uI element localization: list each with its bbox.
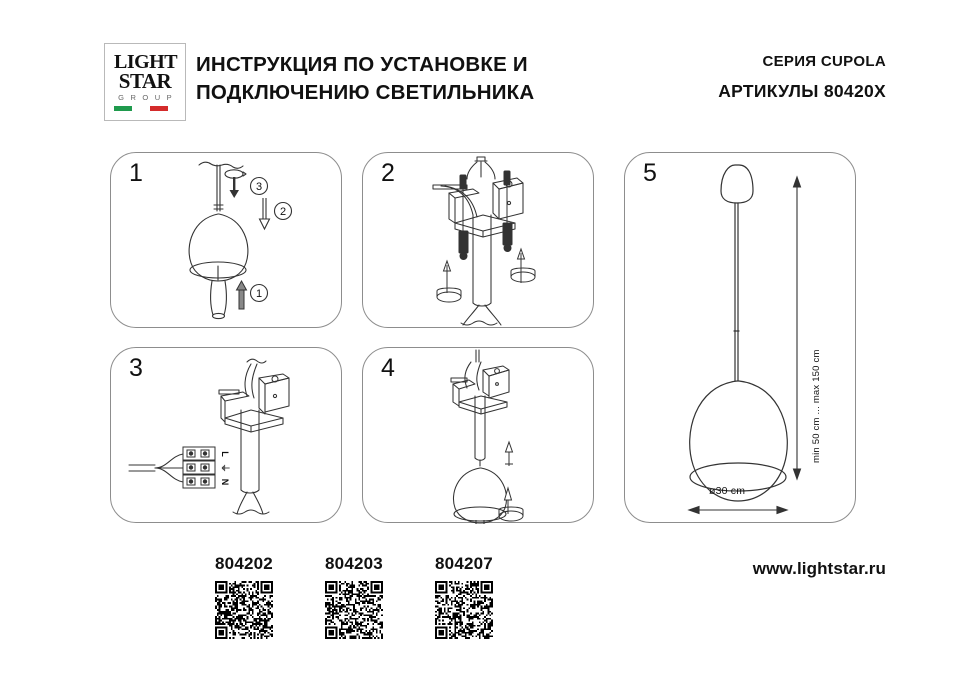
step-panel-5 bbox=[624, 152, 856, 523]
step-panel-1 bbox=[110, 152, 342, 328]
step-4-diagram bbox=[363, 348, 595, 524]
article-code-item bbox=[412, 555, 516, 639]
step-panel-2 bbox=[362, 152, 594, 328]
article-code-label: 804207 bbox=[435, 554, 493, 573]
series-label: СЕРИЯ CUPOLA bbox=[762, 53, 886, 70]
step-5-diagram bbox=[625, 153, 857, 524]
logo-line-2: STAR bbox=[118, 69, 172, 94]
qr-code-icon bbox=[435, 581, 493, 639]
step-number-1: 1 bbox=[129, 159, 143, 187]
horizontal-dimension-label: ø30 cm bbox=[709, 485, 746, 497]
header bbox=[0, 0, 960, 140]
article-code-item bbox=[192, 555, 296, 639]
callout-1-label: 1 bbox=[255, 288, 263, 300]
series-info bbox=[718, 53, 886, 102]
terminal-label-ground: ⏚ bbox=[220, 463, 230, 473]
callout-2-label: 2 bbox=[279, 206, 287, 218]
terminal-label-l: L bbox=[220, 451, 230, 457]
step-1-diagram bbox=[111, 153, 343, 329]
step-panel-3 bbox=[110, 347, 342, 523]
qr-code-icon bbox=[325, 581, 383, 639]
italian-flag-icon bbox=[114, 106, 168, 111]
logo-line-1: LIGHT bbox=[114, 51, 178, 74]
step-panel-4 bbox=[362, 347, 594, 523]
title-line-1: ИНСТРУКЦИЯ ПО УСТАНОВКЕ И bbox=[196, 53, 528, 76]
callout-3-label: 3 bbox=[255, 181, 263, 193]
logo-line-3: G R O U P bbox=[118, 93, 174, 103]
footer bbox=[0, 535, 960, 678]
article-code-label: 804202 bbox=[215, 554, 273, 573]
step-3-diagram bbox=[111, 348, 343, 524]
article-code-item bbox=[302, 555, 406, 639]
terminal-label-n: N bbox=[220, 478, 230, 486]
step-2-diagram bbox=[363, 153, 595, 329]
vertical-dimension-label: min 50 cm ... max 150 cm bbox=[811, 349, 822, 463]
step-number-2: 2 bbox=[381, 159, 395, 187]
step-number-4: 4 bbox=[381, 354, 395, 382]
article-label: АРТИКУЛЫ 80420X bbox=[718, 81, 886, 101]
title-line-2: ПОДКЛЮЧЕНИЮ СВЕТИЛЬНИКА bbox=[196, 81, 535, 105]
step-number-3: 3 bbox=[129, 354, 143, 382]
article-code-label: 804203 bbox=[325, 554, 383, 573]
brand-logo bbox=[104, 43, 186, 121]
qr-code-icon bbox=[215, 581, 273, 639]
page-title bbox=[196, 51, 616, 108]
website-url: www.lightstar.ru bbox=[752, 559, 886, 578]
step-number-5: 5 bbox=[643, 159, 657, 187]
